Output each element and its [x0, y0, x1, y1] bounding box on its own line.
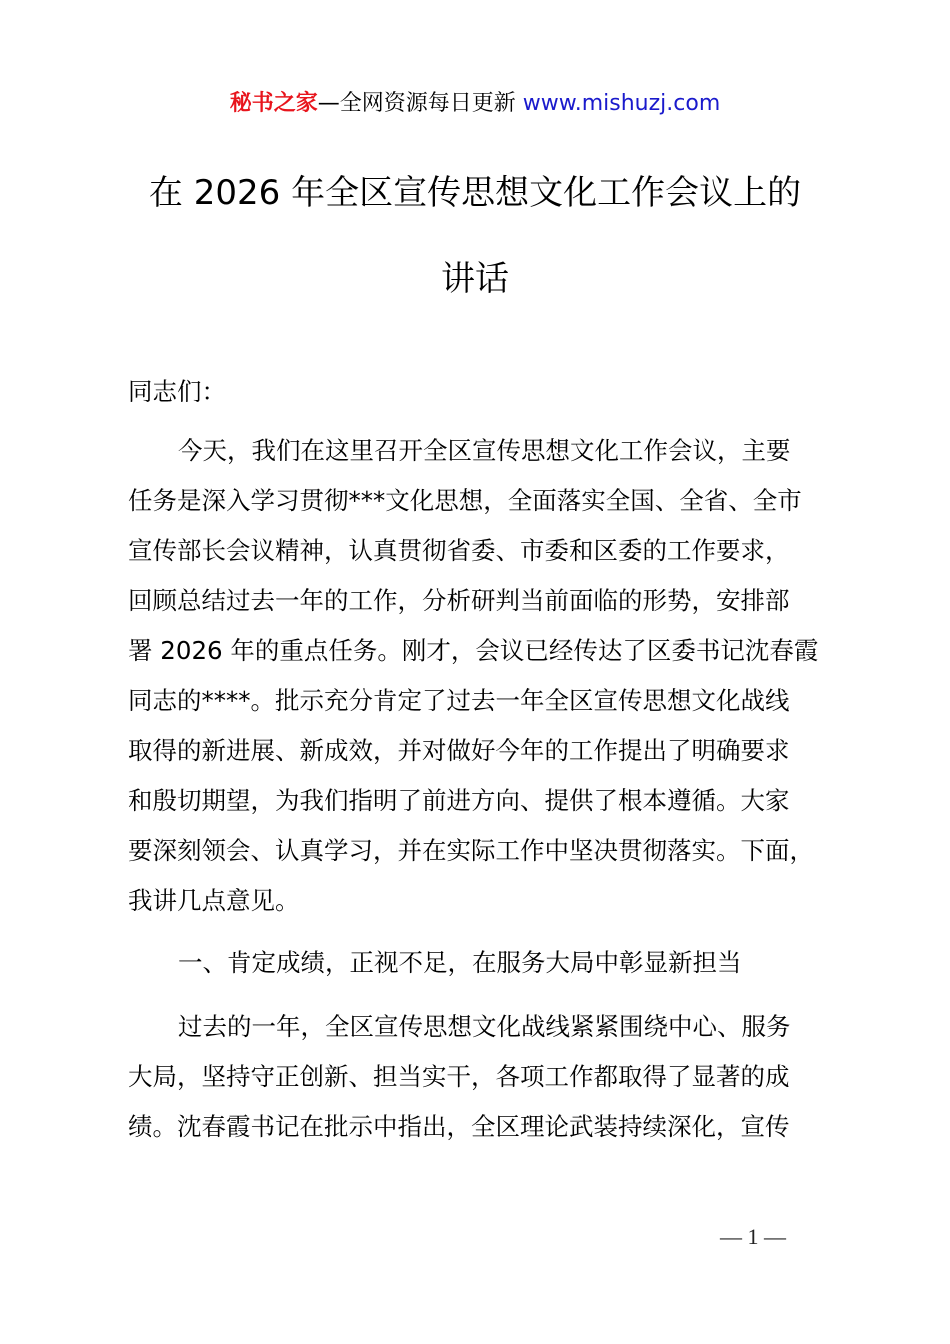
text-line: 任务是深入学习贯彻***文化思想，全面落实全国、全省、全市	[128, 486, 802, 515]
text-line: 取得的新进展、新成效，并对做好今年的工作提出了明确要求	[128, 736, 790, 765]
title-line-2: 讲话	[441, 259, 509, 299]
paragraph-achievements	[128, 1002, 838, 1152]
page-number: — 1 —	[720, 1224, 786, 1249]
text-line: 署 2026 年的重点任务。刚才，会议已经传达了区委书记沈春霞	[128, 636, 819, 665]
document-body	[128, 364, 838, 1152]
site-url-link[interactable]: www.mishuzj.com	[522, 91, 721, 116]
text-line: 过去的一年，全区宣传思想文化战线紧紧围绕中心、服务	[178, 1012, 791, 1041]
title-line-1: 在 2026 年全区宣传思想文化工作会议上的	[148, 173, 802, 213]
text-line: 大局，坚持守正创新、担当实干，各项工作都取得了显著的成	[128, 1062, 790, 1091]
salutation: 同志们：	[128, 377, 226, 406]
document-title	[0, 150, 950, 322]
text-line: 今天，我们在这里召开全区宣传思想文化工作会议，主要	[178, 436, 791, 465]
paragraph-intro	[128, 426, 838, 926]
banner-slogan: —全网资源每日更新	[317, 91, 516, 116]
text-line: 我讲几点意见。	[128, 886, 300, 915]
brand-name: 秘书之家	[229, 91, 318, 116]
text-line: 和殷切期望，为我们指明了前进方向、提供了根本遵循。大家	[128, 786, 790, 815]
text-line: 绩。沈春霞书记在批示中指出，全区理论武装持续深化，宣传	[128, 1112, 790, 1141]
section-heading-1: 一、肯定成绩，正视不足，在服务大局中彰显新担当	[178, 948, 742, 977]
text-line: 回顾总结过去一年的工作，分析研判当前面临的形势，安排部	[128, 586, 790, 615]
site-banner	[0, 88, 950, 120]
text-line: 同志的****。批示充分肯定了过去一年全区宣传思想文化战线	[128, 686, 790, 715]
text-line: 宣传部长会议精神，认真贯彻省委、市委和区委的工作要求，	[128, 536, 790, 565]
text-line: 要深刻领会、认真学习，并在实际工作中坚决贯彻落实。下面，	[128, 836, 814, 865]
